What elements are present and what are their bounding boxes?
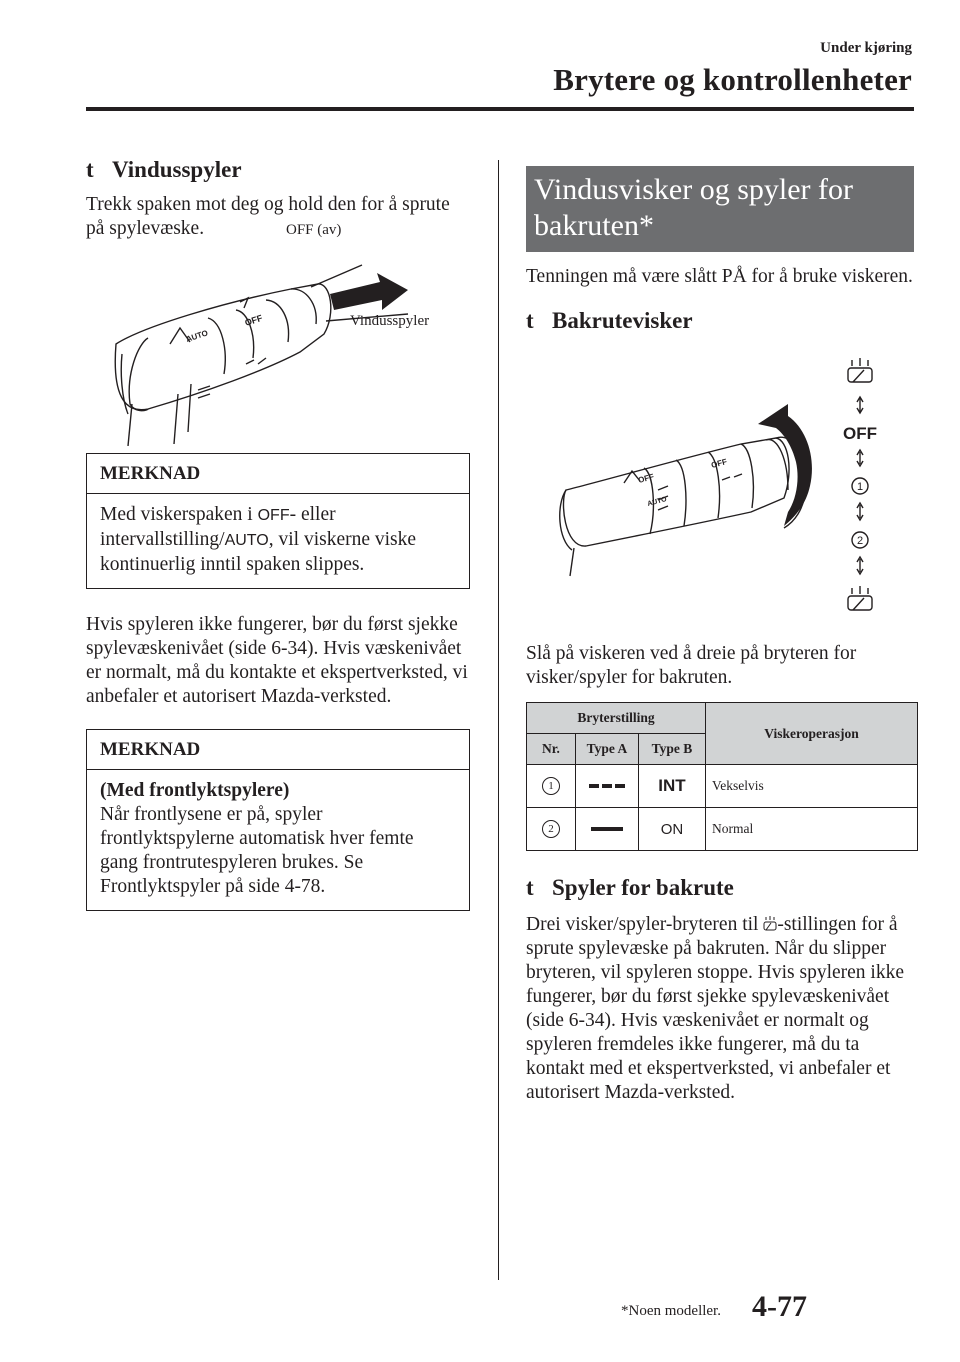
right-column: [526, 166, 914, 1105]
th-nr: Nr.: [527, 734, 576, 765]
washer-icon: [763, 916, 777, 932]
wiper-positions-table: [526, 702, 918, 851]
text-part-b: -stillingen for å sprute spylevæske på bakruten. Når du slipper bryteren, vil spyleren stoppe. Hvis spyleren ikke fungerer, bør du først sjekke spylevæskenivået (side 6-34). Hvis væskenivået er normalt og spyleren fremdeles ikke fungerer, må du ta kontakt med et ekspertverksted, vi anbefaler et autorisert Mazda-verksted.: [526, 914, 904, 1103]
heading-text: Bakrutevisker: [552, 308, 693, 333]
heading-bullet: t: [526, 875, 534, 900]
footnote: *Noen modeller.: [621, 1303, 721, 1319]
label-off-av: OFF (av): [286, 222, 342, 238]
cell-type-b: ON: [639, 808, 706, 851]
position-1-label: 1: [856, 481, 864, 493]
heading-text: Spyler for bakrute: [552, 875, 734, 900]
position-off-label: OFF: [843, 424, 877, 443]
figure-rear-wiper: [526, 340, 914, 638]
cell-nr: [527, 765, 576, 808]
section-banner: Vindusvisker og spyler for bakruten*: [526, 166, 914, 252]
heading-bakrutevisker: [526, 308, 914, 334]
note-box-2: [86, 729, 470, 911]
page-number: 4-77: [752, 1290, 807, 1323]
stalk-auto-label: AUTO: [184, 328, 210, 344]
off-symbol: OFF: [257, 507, 290, 524]
th-type-a: Type A: [576, 734, 639, 765]
heading-vindusspyler: [86, 157, 470, 183]
continuous-icon: [591, 825, 623, 833]
note-text-b: - eller intervallstilling/: [100, 504, 336, 550]
page-title: Brytere og kontrollenheter: [553, 62, 912, 97]
washer-bottom-icon: [848, 586, 872, 610]
heading-bullet: t: [86, 157, 94, 182]
cell-nr: [527, 808, 576, 851]
note-body: [87, 770, 469, 910]
note-text-c: , vil viskerne viske kontinuerlig inntil spaken slippes.: [100, 529, 417, 575]
rear-wiper-illustration: [526, 340, 914, 638]
stalk-auto-label: AUTO: [646, 496, 668, 508]
auto-symbol: AUTO: [224, 532, 269, 549]
rear-washer-text: [526, 913, 914, 1105]
cell-operation: Normal: [706, 808, 918, 851]
table-row: [527, 765, 918, 808]
paragraph-washer-fault: Hvis spyleren ikke fungerer, bør du først sjekke spylevæskenivået (side 6-34). Hvis væskenivået er normalt, må du kontakte et ekspertverksted, vi anbefaler et autorisert Mazda-verksted.: [86, 614, 468, 707]
ignition-text: Tenningen må være slått PÅ for å bruke viskeren.: [526, 266, 913, 287]
position-2-label: 2: [856, 535, 864, 547]
note-box-1: [86, 453, 470, 589]
figure-front-washer: [86, 222, 470, 446]
heading-spyler-bakrute: [526, 875, 914, 901]
left-column: [86, 157, 470, 911]
stalk-off-label-2: OFF: [710, 457, 728, 470]
note-text: Når frontlysene er på, spyler frontlyktspylerne automatisk hver femte gang frontrutespyleren brukes. Se Frontlyktspyler på side 4-78.: [100, 804, 414, 897]
wiper-stalk-illustration: [86, 254, 470, 446]
washer-top-icon: [848, 358, 872, 382]
header-rule: [86, 107, 914, 111]
label-vindusspyler: Vindusspyler: [350, 313, 430, 329]
table-row: [527, 808, 918, 851]
note-title: MERKNAD: [87, 730, 469, 770]
cell-operation: Vekselvis: [706, 765, 918, 808]
heading-bullet: t: [526, 308, 534, 333]
intermittent-icon: [589, 782, 625, 790]
stalk-off-label: OFF: [637, 472, 655, 485]
th-operation: Viskeroperasjon: [706, 703, 918, 765]
heading-text: Vindusspyler: [112, 157, 242, 182]
intro-text: Trekk spaken mot deg og hold den for å sprute på spylevæske.: [86, 194, 450, 239]
circled-number: 1: [542, 777, 560, 795]
note-title: MERKNAD: [87, 454, 469, 494]
th-type-b: Type B: [639, 734, 706, 765]
note-subhead: (Med frontlyktspylere): [100, 780, 290, 801]
cell-type-a: [576, 765, 639, 808]
cell-type-a: [576, 808, 639, 851]
stalk-off-label: OFF: [243, 312, 264, 328]
text-part-a: Drei visker/spyler-bryteren til: [526, 914, 764, 935]
running-header-section: Under kjøring: [820, 40, 912, 56]
note-text-a: Med viskerspaken i: [100, 504, 258, 525]
th-position: Bryterstilling: [527, 703, 706, 734]
circled-number: 2: [542, 820, 560, 838]
note-body: [87, 494, 469, 588]
rear-wiper-instruction: Slå på viskeren ved å dreie på bryteren for visker/spyler for bakruten.: [526, 643, 857, 688]
pull-arrow-icon: [330, 273, 408, 310]
cell-type-b: INT: [639, 765, 706, 808]
column-divider: [498, 160, 499, 1280]
